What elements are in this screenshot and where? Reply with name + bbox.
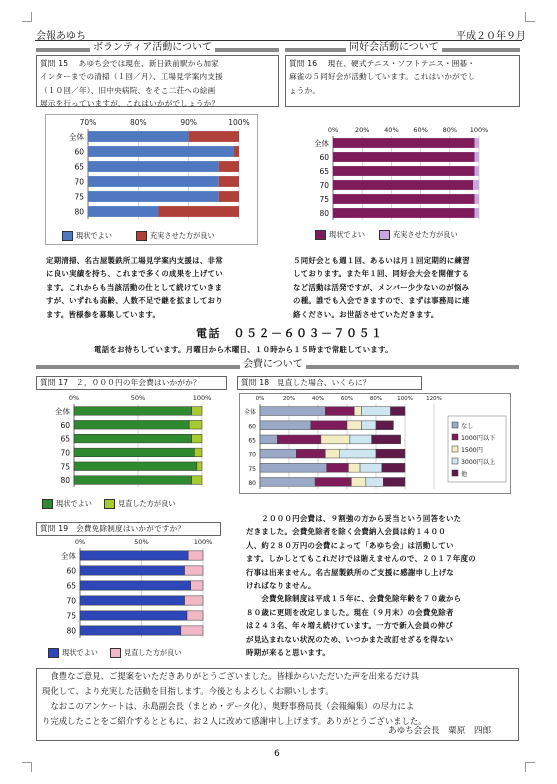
bar-segment <box>325 407 354 416</box>
legend-swatch <box>452 446 458 452</box>
bar-segment <box>376 421 393 430</box>
bar-segment <box>74 407 192 416</box>
legend-label: 見直した方が良い <box>117 499 176 508</box>
bar-segment <box>185 566 203 575</box>
category-label: 75 <box>74 192 84 202</box>
fees-answer: ２０００円会費は、９割強の方から妥当という回答をいた だきました。会費免除者を除く会費納入会員は約１４００ 人、約２８０万円の会費によって「あゆち会」は活動してい ます。しかしとてもこれだけでは賄えませんので、２０１７年度の 行事は出来ません。名古屋製鉄所のご支援に感謝申し上げな ければなりません。 会費免除制度は平成１５年に、会費免除年齢を７０歳から ８０歳に更則を改定しました。現在（９月末）の会費免除者 は２４３名、年々増え続けています。一方で新入会員の伸び が見込まれない状況のため、いつかまた改訂せざるを得ない 時期が来ると思います。 <box>246 514 476 658</box>
legend-swatch <box>379 230 390 240</box>
category-label: 65 <box>66 581 76 591</box>
chart-q18 <box>240 394 510 493</box>
bar-segment <box>475 208 479 218</box>
category-label: 70 <box>248 451 256 459</box>
bar-segment <box>88 191 219 202</box>
bar-segment <box>473 180 479 190</box>
tick-label: 70% <box>79 118 97 127</box>
tick-label: 100% <box>193 538 213 546</box>
tick-label: 80% <box>129 118 147 127</box>
category-label: 65 <box>248 437 256 445</box>
bar-segment <box>181 626 203 635</box>
bar-segment <box>376 449 405 458</box>
question-15: 質問 15 あゆち会では現在、新日鉄前駅から加家 インターまでの清掃（１回／月）、工場見学案内支援 （１０回／年）、旧中央病院、をそこ二荘への絵画 展示を行っていますが、これはいかがでしょうか？ <box>40 59 223 108</box>
category-label: 80 <box>66 626 76 636</box>
bar-segment <box>333 180 473 190</box>
bar-segment <box>158 206 239 217</box>
category-label: 80 <box>74 207 84 217</box>
chart-frame-q15 <box>45 114 258 245</box>
legend-label: 現状でよい <box>76 231 112 240</box>
bar-segment <box>260 478 315 487</box>
legend-swatch <box>110 648 121 658</box>
bar-segment <box>383 478 405 487</box>
bar-segment <box>219 161 239 172</box>
crop-mark <box>22 12 32 22</box>
bar-segment <box>74 434 192 443</box>
bar-segment <box>260 463 327 472</box>
tick-label: 90% <box>180 118 198 127</box>
tick-label: 40% <box>311 396 325 402</box>
legend-label: 他 <box>461 471 468 478</box>
tick-label: 80% <box>442 126 458 134</box>
legend-q19 <box>48 648 181 658</box>
category-label: 75 <box>319 195 329 204</box>
legend-label: 現状でよい <box>62 648 98 657</box>
chart-q19 <box>36 538 221 640</box>
legend-swatch <box>452 434 458 440</box>
bar-segment <box>260 449 296 458</box>
bar-segment <box>189 420 202 429</box>
bar-segment <box>348 463 360 472</box>
tick-label: 20% <box>282 396 296 402</box>
category-label: 全体 <box>243 409 256 417</box>
bar-segment <box>80 551 188 560</box>
bar-segment <box>382 463 405 472</box>
bar-segment <box>277 435 321 444</box>
bar-segment <box>260 435 277 444</box>
bar-segment <box>475 138 479 148</box>
category-label: 全体 <box>69 132 84 142</box>
bar-segment <box>354 407 361 416</box>
question-19: 質問 19 会費免除制度はいかがですか？ <box>40 524 186 533</box>
bar-segment <box>333 194 475 204</box>
bar-segment <box>80 566 185 575</box>
bar-segment <box>234 146 239 157</box>
crop-mark <box>525 12 535 22</box>
legend-label: なし <box>461 423 474 430</box>
bar-segment <box>191 581 203 590</box>
closing-message: 食豊なご意見、ご提案をいただきありがとうございました。皆様からいただいた声を出来るだけ具 現化して、より充実した活動を目指します。今後ともよろしくお願いします。 なおこのアンケートは、永島副会長（まとめ・データ化）、奥野事務局長（会報編集）の尽力によ り完成したことをご紹介するとともに、お２人に改めて感謝申し上げます。ありがとうございました。 <box>42 671 427 726</box>
bar-segment <box>192 476 202 485</box>
bar-segment <box>88 146 234 157</box>
bar-segment <box>333 208 475 218</box>
legend-swatch <box>48 648 59 658</box>
bar-segment <box>194 448 202 457</box>
bar-segment <box>311 421 347 430</box>
tick-label: 60% <box>340 396 354 402</box>
bar-segment <box>327 463 349 472</box>
category-label: 65 <box>74 162 84 172</box>
bar-segment <box>188 551 203 560</box>
bar-segment <box>366 478 383 487</box>
bar-segment <box>189 131 239 142</box>
category-label: 60 <box>60 420 70 430</box>
bar-segment <box>219 176 239 187</box>
category-label: 75 <box>248 465 256 473</box>
legend-swatch <box>42 499 53 509</box>
category-label: 70 <box>66 596 76 606</box>
legend-swatch <box>104 499 115 509</box>
category-label: 全体 <box>55 406 70 416</box>
bar-segment <box>333 152 475 162</box>
tick-label: 0% <box>255 396 265 402</box>
bar-segment <box>80 581 191 590</box>
chart-frame-q16 <box>293 114 513 245</box>
category-label: 65 <box>60 434 70 444</box>
page-number: 6 <box>274 749 280 759</box>
legend-swatch <box>136 231 147 241</box>
legend-swatch <box>62 231 73 241</box>
category-label: 65 <box>319 167 329 176</box>
tick-label: 100% <box>397 396 413 402</box>
bar-segment <box>475 166 479 176</box>
bar-segment <box>360 463 382 472</box>
category-label: 全体 <box>314 139 329 148</box>
bar-segment <box>315 478 351 487</box>
bar-segment <box>88 176 219 187</box>
tick-label: 40% <box>384 126 399 134</box>
bar-segment <box>197 462 202 471</box>
answer-volunteer: 定期清掃、名古屋製鉄所工場見学案内支援は、非常 に良い実績を持ち、これまで多くの成果を上げてい ます。これからも当該活動の仕として続けていきま すが、いずれも高齢、人数不足で継を拡ましており ます。皆様参を募集しています。 <box>46 256 223 319</box>
chart-q15 <box>46 117 257 221</box>
bar-segment <box>219 191 239 202</box>
newsletter-name: 会報あゆち <box>36 31 86 42</box>
bar-segment <box>88 161 219 172</box>
legend-label: 1000円以下 <box>461 435 496 442</box>
section-title-volunteer: ボランティア活動について <box>90 42 215 54</box>
question-16: 質問 16 現在、硬式テニス・ソフトテニス・囲碁・ 麻雀の５同好会が活動しています。これはいかがでし ょうか。 <box>289 59 476 95</box>
bar-segment <box>296 449 325 458</box>
section-title-club: 同好会活動について <box>346 42 442 54</box>
legend-swatch <box>452 470 458 476</box>
category-label: 80 <box>60 476 70 486</box>
signature: あゆち会会長 粟原 四郎 <box>388 726 492 736</box>
tick-label: 100% <box>192 394 212 402</box>
tick-label: 0% <box>74 538 86 546</box>
bar-segment <box>362 407 391 416</box>
tick-label: 120% <box>426 396 442 402</box>
section-title-fees: 会費について <box>240 359 306 371</box>
legend-label: 現状でよい <box>56 499 92 508</box>
legend-swatch <box>452 422 458 428</box>
bar-segment <box>74 462 197 471</box>
category-label: 60 <box>319 153 329 162</box>
bar-segment <box>325 449 340 458</box>
category-label: 80 <box>248 479 256 487</box>
question-18: 質問 18 見直した場合、いくらに？ <box>241 378 371 387</box>
legend-q16 <box>315 230 458 240</box>
legend-label: 見直した方が良い <box>123 648 182 657</box>
bar-segment <box>192 434 202 443</box>
legend-q17 <box>42 499 175 509</box>
bar-segment <box>88 131 189 142</box>
category-label: 75 <box>66 611 76 621</box>
bar-segment <box>80 596 185 605</box>
bar-segment <box>340 449 376 458</box>
tick-label: 100% <box>228 118 250 127</box>
tick-label: 50% <box>134 538 149 546</box>
bar-segment <box>192 407 202 416</box>
bar-segment <box>333 138 475 148</box>
bar-segment <box>88 206 158 217</box>
bar-segment <box>372 435 401 444</box>
bar-segment <box>187 611 203 620</box>
category-label: 70 <box>60 448 70 458</box>
chart-q17 <box>36 394 226 489</box>
category-label: 60 <box>66 566 76 576</box>
tick-label: 0% <box>327 126 339 134</box>
bar-segment <box>260 407 325 416</box>
legend-label: 1500円 <box>461 447 483 454</box>
crop-mark <box>22 762 32 772</box>
bar-segment <box>74 476 192 485</box>
bar-segment <box>351 478 366 487</box>
category-label: 70 <box>319 181 329 190</box>
tick-label: 0% <box>68 394 80 402</box>
bar-segment <box>260 421 311 430</box>
bar-segment <box>80 611 187 620</box>
bar-segment <box>475 194 479 204</box>
legend-label: 充実させた方が良い <box>392 230 458 239</box>
legend-q15 <box>62 231 215 241</box>
phone-number: 電話 ０５２－６０３－７０５１ <box>196 327 384 340</box>
legend-label: 現状でよい <box>329 230 365 239</box>
bar-segment <box>391 407 406 416</box>
bar-segment <box>333 166 475 176</box>
header-rule <box>35 40 522 41</box>
bar-segment <box>74 448 194 457</box>
bar-segment <box>74 420 189 429</box>
question-17: 質問 17 ２，０００円の年会費はいかがか？ <box>40 378 201 387</box>
bar-segment <box>362 421 377 430</box>
category-label: 80 <box>319 209 329 218</box>
tick-label: 50% <box>130 394 146 402</box>
bar-segment <box>350 435 372 444</box>
answer-club: ５同好会とも週１回、あるいは月１回定期的に練習 しております。また年１回、同好会大会を開催する など活動は活発ですが、メンバー少少ないのが悩み の種。誰でも入会できますので、まずは事務局に連 絡ください。お世話させていただきます。 <box>293 256 470 319</box>
bar-segment <box>80 626 181 635</box>
tick-label: 20% <box>354 126 370 134</box>
tick-label: 100% <box>469 126 489 134</box>
category-label: 60 <box>248 423 256 431</box>
category-label: 全体 <box>61 551 76 561</box>
legend-label: 3000円以上 <box>461 459 496 466</box>
chart-frame-q18 <box>239 393 511 494</box>
category-label: 60 <box>74 147 84 157</box>
chart-q16 <box>293 116 513 222</box>
contact-note: 電話をお待ちしています。月曜日から木曜日、１０時から１５時まで常駐しています。 <box>94 345 393 354</box>
legend-swatch <box>452 458 458 464</box>
legend-swatch <box>315 230 326 240</box>
category-label: 70 <box>74 177 84 187</box>
category-label: 75 <box>60 462 70 472</box>
bar-segment <box>475 152 479 162</box>
bar-segment <box>185 596 203 605</box>
crop-mark <box>525 762 535 772</box>
bar-segment <box>321 435 350 444</box>
issue-date: 平成２０年９月 <box>456 31 526 42</box>
bar-segment <box>347 421 362 430</box>
tick-label: 60% <box>413 126 428 134</box>
legend-label: 充実させた方が良い <box>149 231 215 240</box>
tick-label: 80% <box>369 396 383 402</box>
